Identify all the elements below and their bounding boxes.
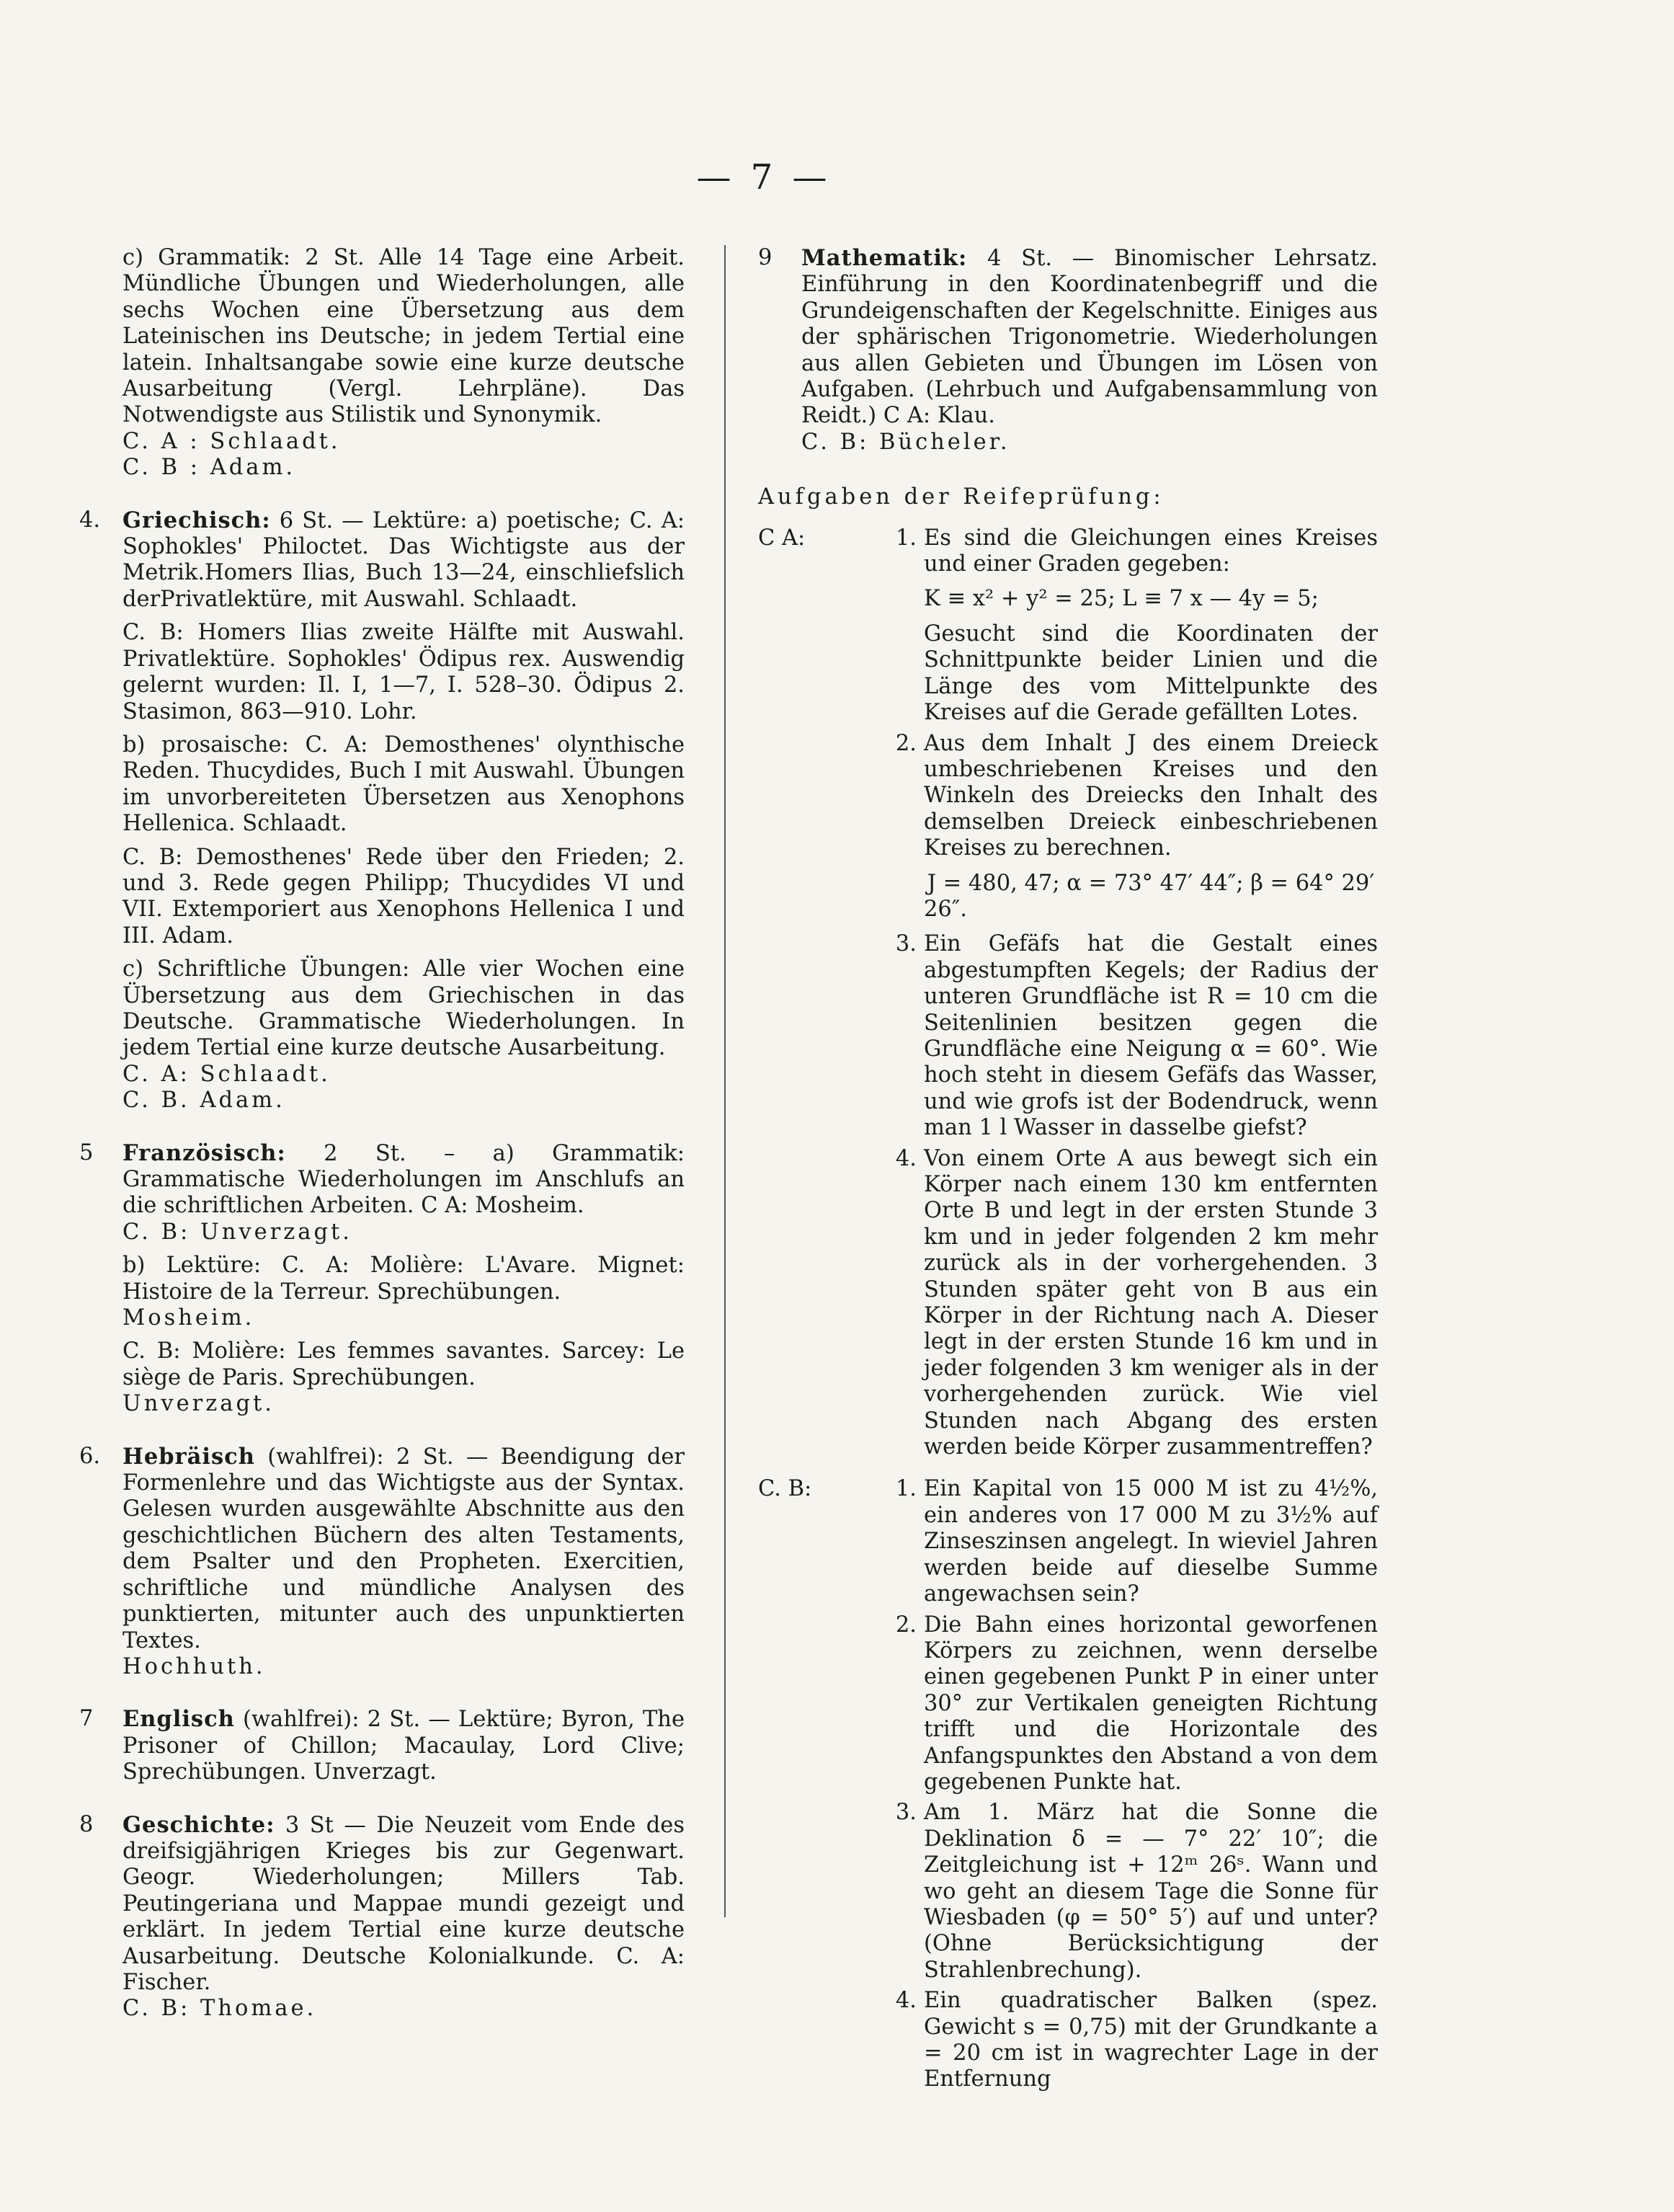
exam-task (873, 1988, 1378, 2093)
task-text: Ein Gefäfs hat die Gestalt eines abgestumpften Kegels; der Radius der unteren Grundfläche ist R = 10 cm die Seitenlinien besitzen gegen die Grundfläche eine Neigung α = 60°. Wie hoch steht in diesem Gefäfs das Wasser, und wie grofs ist der Bodendruck, wenn man 1 l Wasser in dasselbe giefst? (924, 931, 1378, 1141)
task-text: Von einem Orte A aus bewegt sich ein Körper nach einem 130 km entfernten Orte B und legt in der ersten Stunde 3 km und in jeder folgenden 2 km mehr zurück als in der vorhergehenden. 3 Stunden später geht von B aus ein Körper in der Richtung nach A. Dieser legt in der ersten Stunde 16 km und in jeder folgenden 3 km weniger als in der vorhergehenden zurück. Wie viel Stunden nach Abgang des ersten werden beide Körper zusammentreffen? (924, 1145, 1378, 1460)
task-number: 3. (895, 1800, 917, 1826)
section-text: 6 St. — Lektüre: a) poetische; C. A: Sophokles' Philoctet. Das Wichtigste aus der Metrik.Homers Ilias, Buch 13—24, einschliefslich derPrivatlektüre, mit Auswahl. Schlaadt. (123, 507, 685, 612)
task-number: 2. (895, 730, 917, 756)
task-text: Gesucht sind die Koordinaten der Schnittpunkte beider Linien und die Länge des vom Mittelpunkte des Kreises auf die Gerade gefällten Lotes. (924, 621, 1378, 726)
task-formula: K ≡ x² + y² = 25; L ≡ 7 x — 4y = 5; (924, 586, 1319, 612)
greek-cb: C. B: Homers Ilias zweite Hälfte mit Auswahl. Privatlektüre. Sophokles' Ödipus rex. Auswendig gelernt wurden: Il. I, 1—7, I. 528–30. Ödipus 2. Stasimon, 863—910. Lohr. (123, 620, 685, 724)
exam-heading: Aufgaben der Reifeprüfung: (758, 484, 1165, 510)
column-divider (724, 245, 726, 1917)
section-number: 8 (79, 1811, 94, 1837)
section-text: (wahlfrei): 2 St. — Lektüre; Byron, The Prisoner of Chillon; Macaulay, Lord Clive; Sprechübungen. Unverzagt. (123, 1707, 685, 1785)
task-text: Am 1. März hat die Sonne die Deklination δ = — 7° 22′ 10″; die Zeitgleichung ist + 12ᵐ 26ˢ. Wann und wo geht an diesem Tage die Sonne für Wiesbaden (φ = 50° 5′) auf und unter? (Ohne Berücksichtigung der Strahlenbrechung). (924, 1800, 1378, 1983)
signature: C. A : Schlaadt. (123, 428, 341, 454)
exam-task (873, 1476, 1378, 1607)
task-number: 1. (895, 525, 917, 551)
greek-prose-cb: C. B: Demosthenes' Rede über den Frieden; 2. und 3. Rede gegen Philipp; Thucydides VI und VII. Extemporiert aus Xenophons Hellenica I und III. Adam. (123, 844, 685, 949)
french-reading: b) Lektüre: C. A: Molière: L'Avare. Mignet: Histoire de la Terreur. Sprechübungen. (123, 1253, 685, 1305)
section-number: 5 (79, 1140, 94, 1165)
group-label: C. B: (758, 1476, 812, 1502)
group-label: C A: (758, 525, 806, 551)
section-number: 6. (79, 1443, 101, 1469)
french-intro (123, 1140, 685, 1220)
greek-prose: b) prosaische: C. A: Demosthenes' olynthische Reden. Thucydides, Buch I mit Auswahl. Übungen im unvorbereiteten Übersetzen aus Xenophons Hellenica. Schlaadt. (123, 732, 685, 837)
section-mathematics (758, 245, 1378, 456)
task-text: Die Bahn eines horizontal geworfenen Körpers zu zeichnen, wenn derselbe einen gegebenen Punkt P in einer unter 30° zur Vertikalen geneigten Richtung trifft und die Horizontale des Anfangspunktes den Abstand a von dem gegebenen Punkte hat. (924, 1612, 1378, 1795)
math-text (801, 245, 1378, 430)
section-number: 9 (758, 245, 773, 270)
section-heading: Englisch (123, 1706, 235, 1733)
exam-group-cb (758, 1476, 1378, 2092)
exam-task (873, 1612, 1378, 1796)
task-number: 4. (895, 1988, 917, 2014)
section-heading: Französisch: (123, 1140, 286, 1166)
section-history (79, 1812, 685, 2022)
signature: Mosheim. (123, 1305, 255, 1331)
section-hebrew (79, 1444, 685, 1681)
task-text: Es sind die Gleichungen eines Kreises und einer Graden gegeben: (924, 525, 1378, 577)
section-number: 7 (79, 1706, 94, 1732)
section-french (79, 1140, 685, 1418)
section-heading: Mathematik: (801, 245, 968, 271)
page-number: — 7 — (696, 157, 832, 197)
hebrew-text (123, 1444, 685, 1654)
exam-task (873, 731, 1378, 923)
signature: C. B: Bücheler. (801, 429, 1010, 455)
section-text: 4 St. — Binomischer Lehrsatz. Einführung in den Koordinatenbegriff und die Grundeigenschaften der Kegelschnitte. Einiges aus der sphärischen Trigonometrie. Wiederholungen aus allen Gebieten und Übungen im Lösen von Aufgaben. (Lehrbuch und Aufgabensammlung von Reidt.) C A: Klau. (801, 246, 1378, 429)
greek-intro (123, 507, 685, 613)
exam-task (873, 931, 1378, 1141)
english-text (123, 1706, 685, 1785)
section-heading: Griechisch: (123, 507, 271, 533)
task-text: Aus dem Inhalt J des einem Dreieck umbeschriebenen Kreises und den Winkeln des Dreiecks den Inhalt des demselben Dreieck einbeschriebenen Kreises zu berechnen. (924, 730, 1378, 861)
greek-written: c) Schriftliche Übungen: Alle vier Wochen eine Übersetzung aus dem Griechischen in das Deutsche. Grammatische Wiederholungen. In jedem Tertial eine kurze deutsche Ausarbeitung. (123, 956, 685, 1061)
exam-task (873, 525, 1378, 727)
task-formula: J = 480, 47; α = 73° 47′ 44″; β = 64° 29′ 26″. (924, 870, 1375, 922)
signature: C. A: Schlaadt. (123, 1061, 331, 1087)
right-column (758, 245, 1378, 2097)
task-text: Ein quadratischer Balken (spez. Gewicht s = 0,75) mit der Grundkante a = 20 cm ist in wagrechter Lage in der Entfernung (924, 1988, 1378, 2092)
section-english (79, 1706, 685, 1785)
section-text: (wahlfrei): 2 St. — Beendigung der Formenlehre und das Wichtigste aus der Syntax. Gelesen wurden ausgewählte Abschnitte aus den geschichtlichen Büchern des alten Testaments, dem Psalter und den Propheten. Exercitien, schriftliche und mündliche Analysen des punktierten, mitunter auch des unpunktierten Textes. (123, 1444, 685, 1653)
signature: C. B : Adam. (123, 455, 296, 481)
signature: C. B: Unverzagt. (123, 1219, 352, 1245)
task-number: 1. (895, 1476, 917, 1502)
task-number: 2. (895, 1612, 917, 1638)
task-text: Ein Kapital von 15 000 M ist zu 4½%, ein anderes von 17 000 M zu 3½% auf Zinseszinsen angelegt. In wieviel Jahren werden beide auf dieselbe Summe angewachsen sein? (924, 1476, 1378, 1607)
history-text (123, 1812, 685, 1996)
task-number: 3. (895, 931, 917, 957)
signature: Unverzagt. (123, 1391, 275, 1417)
signature: C. B: Thomae. (123, 1996, 317, 2022)
section-greek (79, 507, 685, 1114)
exam-task (873, 1800, 1378, 1984)
section-latin-grammar (79, 245, 685, 481)
section-text: 3 St — Die Neuzeit vom Ende des dreifsigjährigen Krieges bis zur Gegenwart. Geogr. Wiederholungen; Millers Tab. Peutingeriana und Mappae mundi gezeigt und erklärt. In jedem Tertial eine kurze deutsche Ausarbeitung. Deutsche Kolonialkunde. C. A: Fischer. (123, 1812, 685, 1995)
latin-grammar-text: c) Grammatik: 2 St. Alle 14 Tage eine Arbeit. Mündliche Übungen und Wiederholungen, alle sechs Wochen eine Übersetzung aus dem Lateinischen ins Deutsche; in jedem Tertial eine latein. Inhaltsangabe sowie eine kurze deutsche Ausarbeitung (Vergl. Lehrpläne). Das Notwendigste aus Stilistik und Synonymik. (123, 245, 685, 428)
section-heading: Hebräisch (123, 1443, 255, 1470)
french-cb: C. B: Molière: Les femmes savantes. Sarcey: Le siège de Paris. Sprechübungen. (123, 1338, 685, 1390)
signature: C. B. Adam. (123, 1088, 285, 1114)
section-text: 2 St. – a) Grammatik: Grammatische Wiederholungen im Anschlufs an die schriftlichen Arbeiten. C A: Mosheim. (123, 1140, 685, 1219)
task-number: 4. (895, 1145, 917, 1171)
section-number: 4. (79, 507, 101, 533)
signature: Hochhuth. (123, 1653, 266, 1679)
exam-group-ca (758, 525, 1378, 1461)
left-column (79, 245, 685, 2048)
section-heading: Geschichte: (123, 1811, 275, 1838)
exam-task (873, 1146, 1378, 1461)
